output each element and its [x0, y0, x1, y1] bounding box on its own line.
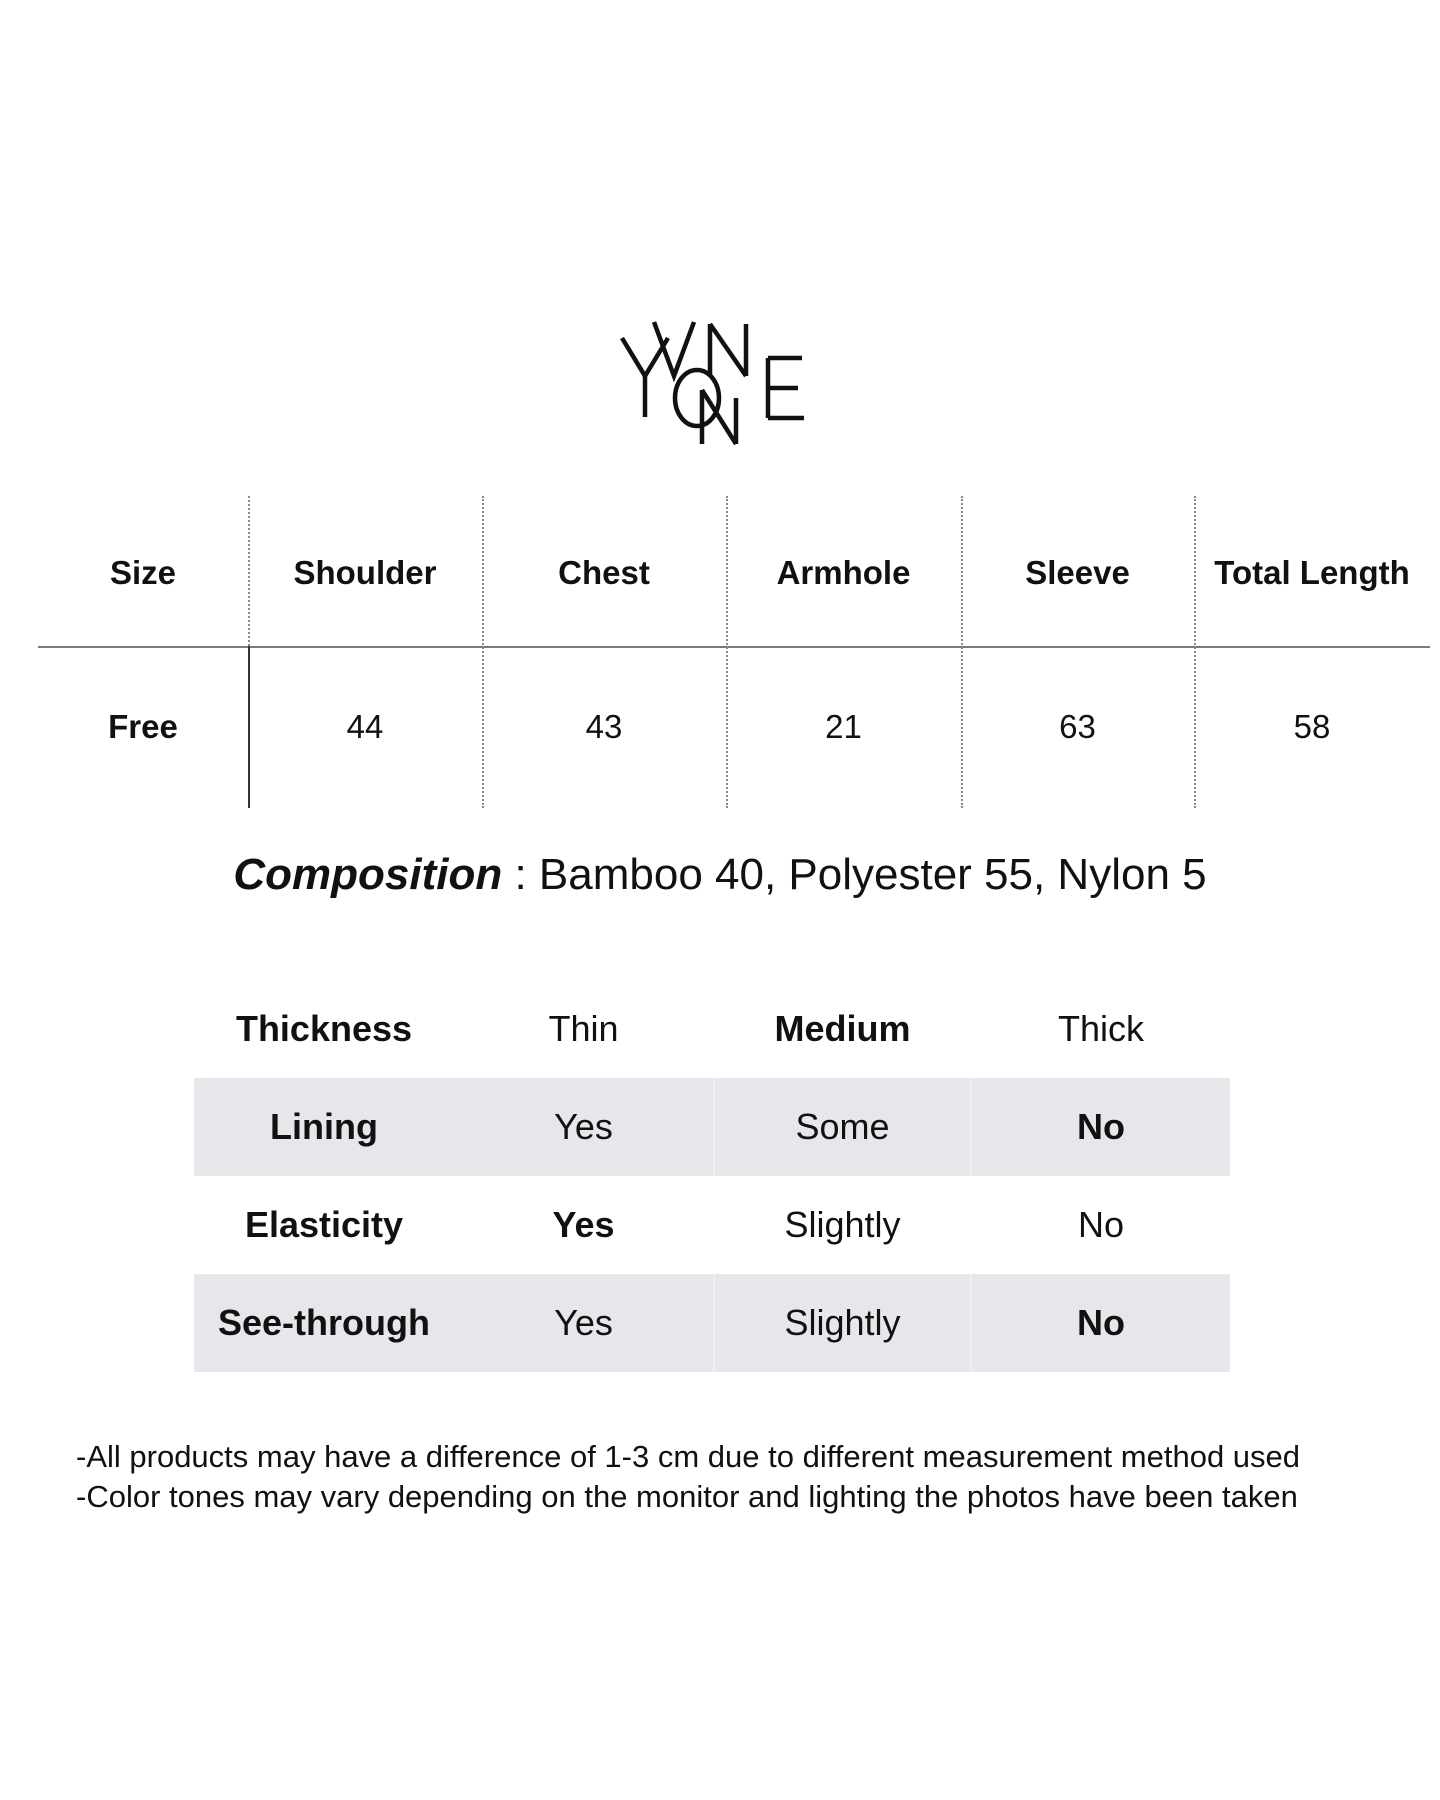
armhole-value: 21: [825, 708, 862, 745]
header-size: Size: [109, 554, 177, 591]
size-table-header: [38, 496, 1430, 646]
size-table: [38, 496, 1430, 808]
fabric-option: Thick: [1057, 1008, 1144, 1049]
note-measurement: -All products may have a difference of 1-3 cm due to different measurement method used: [76, 1439, 1301, 1474]
size-column-divider: [248, 646, 250, 808]
header-chest: Chest: [558, 554, 650, 591]
notes: [76, 1437, 1376, 1517]
composition: [0, 845, 1440, 905]
fabric-option: Yes: [454, 1078, 713, 1176]
fabric-row-thickness: [194, 980, 1230, 1078]
column-divider: [961, 496, 963, 808]
fabric-option: Some: [713, 1078, 972, 1176]
fabric-properties-table: [194, 980, 1230, 1372]
fabric-row-elasticity: [194, 1176, 1230, 1274]
size-table-row: [38, 646, 1430, 808]
fabric-row-label: Lining: [194, 1078, 454, 1176]
chest-value: 43: [585, 708, 623, 745]
composition-separator: :: [502, 850, 539, 899]
fabric-option-selected: Yes: [552, 1204, 615, 1245]
header-total-length: Total Length: [1214, 554, 1410, 591]
fabric-option: No: [1077, 1204, 1125, 1245]
fabric-row-label: Elasticity: [244, 1204, 404, 1245]
sleeve-value: 63: [1059, 708, 1096, 745]
header-armhole: Armhole: [776, 554, 911, 591]
note-color: -Color tones may vary depending on the monitor and lighting the photos have been taken: [76, 1479, 1298, 1514]
column-divider: [726, 496, 728, 808]
fabric-option: Thin: [548, 1008, 619, 1049]
total-length-value: 58: [1293, 708, 1331, 745]
fabric-option: Slightly: [784, 1204, 901, 1245]
fabric-option-selected: Medium: [774, 1008, 911, 1049]
fabric-option: Yes: [454, 1274, 713, 1372]
size-value: Free: [108, 708, 178, 745]
fabric-option: Slightly: [713, 1274, 972, 1372]
shoulder-value: 44: [346, 708, 384, 745]
composition-value: Bamboo 40, Polyester 55, Nylon 5: [538, 850, 1207, 899]
fabric-row-label: See-through: [194, 1274, 454, 1372]
brand-logo-text: [618, 448, 619, 449]
brand-logo-mark: [618, 318, 822, 448]
fabric-row-label: Thickness: [235, 1008, 413, 1049]
fabric-option-selected: No: [972, 1078, 1230, 1176]
header-divider: [38, 646, 1430, 648]
column-divider: [1194, 496, 1196, 808]
fabric-row-see-through: [194, 1274, 1230, 1372]
fabric-option-selected: No: [972, 1274, 1230, 1372]
composition-label: Composition: [233, 850, 503, 899]
header-sleeve: Sleeve: [1025, 554, 1130, 591]
column-divider: [482, 496, 484, 808]
fabric-row-lining: [194, 1078, 1230, 1176]
brand-logo: [618, 318, 822, 448]
column-divider: [248, 496, 250, 646]
header-shoulder: Shoulder: [293, 554, 437, 591]
